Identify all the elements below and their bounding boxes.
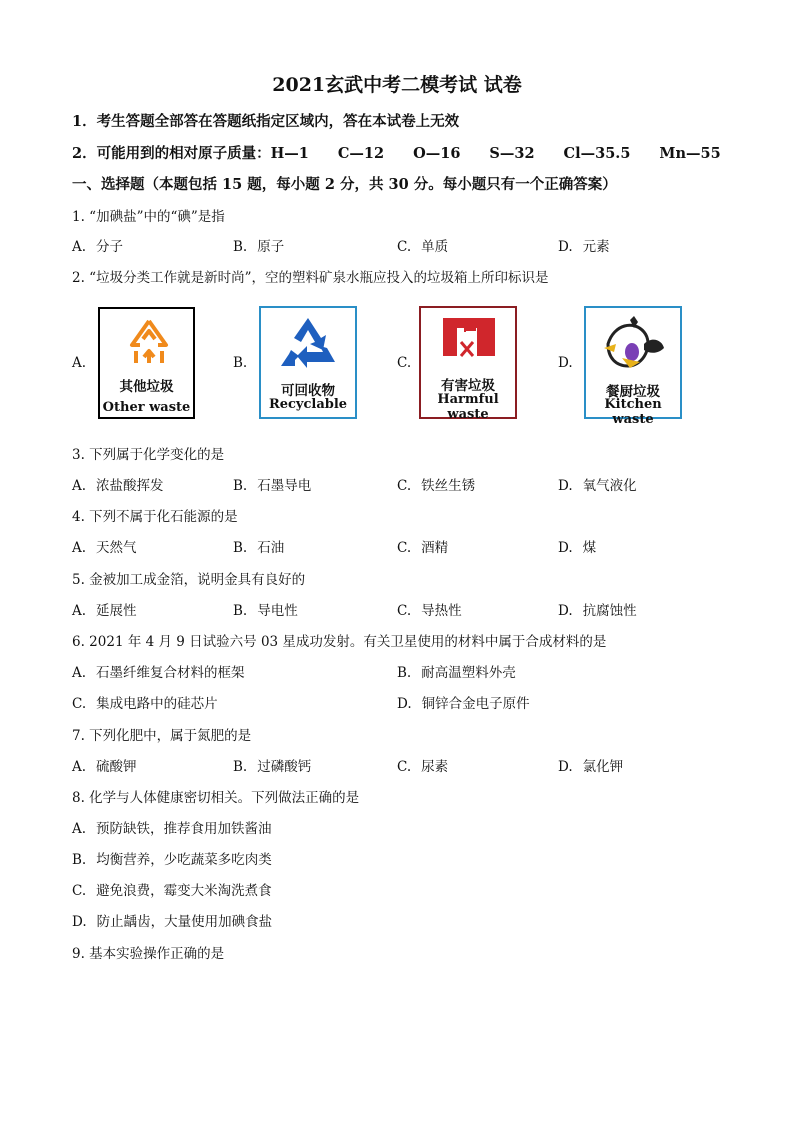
instruction-1: 1．考生答题全部答在答题纸指定区域内，答在本试卷上无效 <box>72 113 460 130</box>
section-heading: 一、选择题（本题包括 15 题，每小题 2 分，共 30 分。每小题只有一个正确答案） <box>72 176 617 193</box>
question-3-stem: 3. 下列属于化学变化的是 <box>72 447 225 463</box>
q4-option-c[interactable]: C. 酒精 <box>397 540 449 556</box>
question-4-stem: 4. 下列不属于化石能源的是 <box>72 509 238 525</box>
q2-option-a-label[interactable]: A. <box>72 355 87 371</box>
question-5-stem: 5. 金被加工成金箔，说明金具有良好的 <box>72 572 306 588</box>
q8-option-c[interactable]: C. 避免浪费，霉变大米淘洗煮食 <box>72 883 272 899</box>
other-waste-en: Other waste <box>102 400 191 415</box>
recyclable-en: Recyclable <box>268 397 348 412</box>
q3-option-c[interactable]: C. 铁丝生锈 <box>397 478 476 494</box>
q5-option-b[interactable]: B. 导电性 <box>233 603 298 619</box>
harmful-sign[interactable] <box>419 306 517 422</box>
q3-option-d[interactable]: D. 氧气液化 <box>558 478 637 494</box>
question-9-stem: 9. 基本实验操作正确的是 <box>72 946 225 962</box>
q6-option-c[interactable]: C. 集成电路中的硅芯片 <box>72 696 218 712</box>
question-2-stem: 2. “垃圾分类工作就是新时尚”，空的塑料矿泉水瓶应投入的垃圾箱上所印标识是 <box>72 270 549 286</box>
harmful-cn: 有害垃圾 <box>441 378 495 394</box>
other-waste-icon <box>126 317 172 367</box>
q5-option-a[interactable]: A. 延展性 <box>72 603 137 619</box>
recyclable-sign[interactable] <box>259 306 357 419</box>
kitchen-waste-cn: 餐厨垃圾 <box>606 384 660 400</box>
q2-option-d-label[interactable]: D. <box>558 355 573 371</box>
q8-option-b[interactable]: B. 均衡营养，少吃蔬菜多吃肉类 <box>72 852 272 868</box>
q6-option-d[interactable]: D. 铜锌合金电子原件 <box>397 696 530 712</box>
q6-option-b[interactable]: B. 耐高温塑料外壳 <box>397 665 516 681</box>
q8-option-d[interactable]: D. 防止龋齿，大量使用加碘食盐 <box>72 914 273 930</box>
q6-option-a[interactable]: A. 石墨纤维复合材料的框架 <box>72 665 245 681</box>
q7-option-b[interactable]: B. 过磷酸钙 <box>233 759 312 775</box>
q4-option-a[interactable]: A. 天然气 <box>72 540 137 556</box>
q1-option-c[interactable]: C. 单质 <box>397 239 449 255</box>
q1-option-b[interactable]: B. 原子 <box>233 239 285 255</box>
q5-option-d[interactable]: D. 抗腐蚀性 <box>558 603 637 619</box>
q7-option-d[interactable]: D. 氯化钾 <box>558 759 624 775</box>
q4-option-b[interactable]: B. 石油 <box>233 540 285 556</box>
recyclable-cn: 可回收物 <box>281 383 335 399</box>
q5-option-c[interactable]: C. 导热性 <box>397 603 462 619</box>
instruction-2: 2．可能用到的相对原子质量：H—1 C—12 O—16 S—32 Cl—35.5 Mn—55 <box>72 145 721 162</box>
kitchen-waste-icon <box>600 314 670 376</box>
q7-option-c[interactable]: C. 尿素 <box>397 759 449 775</box>
q8-option-a[interactable]: A. 预防缺铁，推荐食用加铁酱油 <box>72 821 272 837</box>
q3-option-a[interactable]: A. 浓盐酸挥发 <box>72 478 164 494</box>
q1-option-d[interactable]: D. 元素 <box>558 239 610 255</box>
kitchen-waste-en: Kitchen waste <box>604 397 662 427</box>
q7-option-a[interactable]: A. 硫酸钾 <box>72 759 137 775</box>
other-waste-sign[interactable] <box>98 307 195 419</box>
harmful-en: Harmful waste <box>437 392 499 422</box>
q2-option-b-label[interactable]: B. <box>233 355 248 371</box>
q4-option-d[interactable]: D. 煤 <box>558 540 597 556</box>
page-title: 2021玄武中考二模考试 试卷 <box>272 74 522 96</box>
q2-option-c-label[interactable]: C. <box>397 355 412 371</box>
other-waste-cn: 其他垃圾 <box>119 379 174 395</box>
q1-option-a[interactable]: A. 分子 <box>72 239 124 255</box>
harmful-icon <box>441 316 497 370</box>
kitchen-waste-sign[interactable] <box>584 306 682 427</box>
question-7-stem: 7. 下列化肥中，属于氮肥的是 <box>72 728 252 744</box>
q3-option-b[interactable]: B. 石墨导电 <box>233 478 312 494</box>
question-1-stem: 1. “加碘盐”中的“碘”是指 <box>72 209 225 225</box>
question-6-stem: 6. 2021 年 4 月 9 日试验六号 03 星成功发射。有关卫星使用的材料中属于合成材料的是 <box>72 634 607 650</box>
question-8-stem: 8. 化学与人体健康密切相关。下列做法正确的是 <box>72 790 360 806</box>
recycle-icon <box>277 314 339 374</box>
